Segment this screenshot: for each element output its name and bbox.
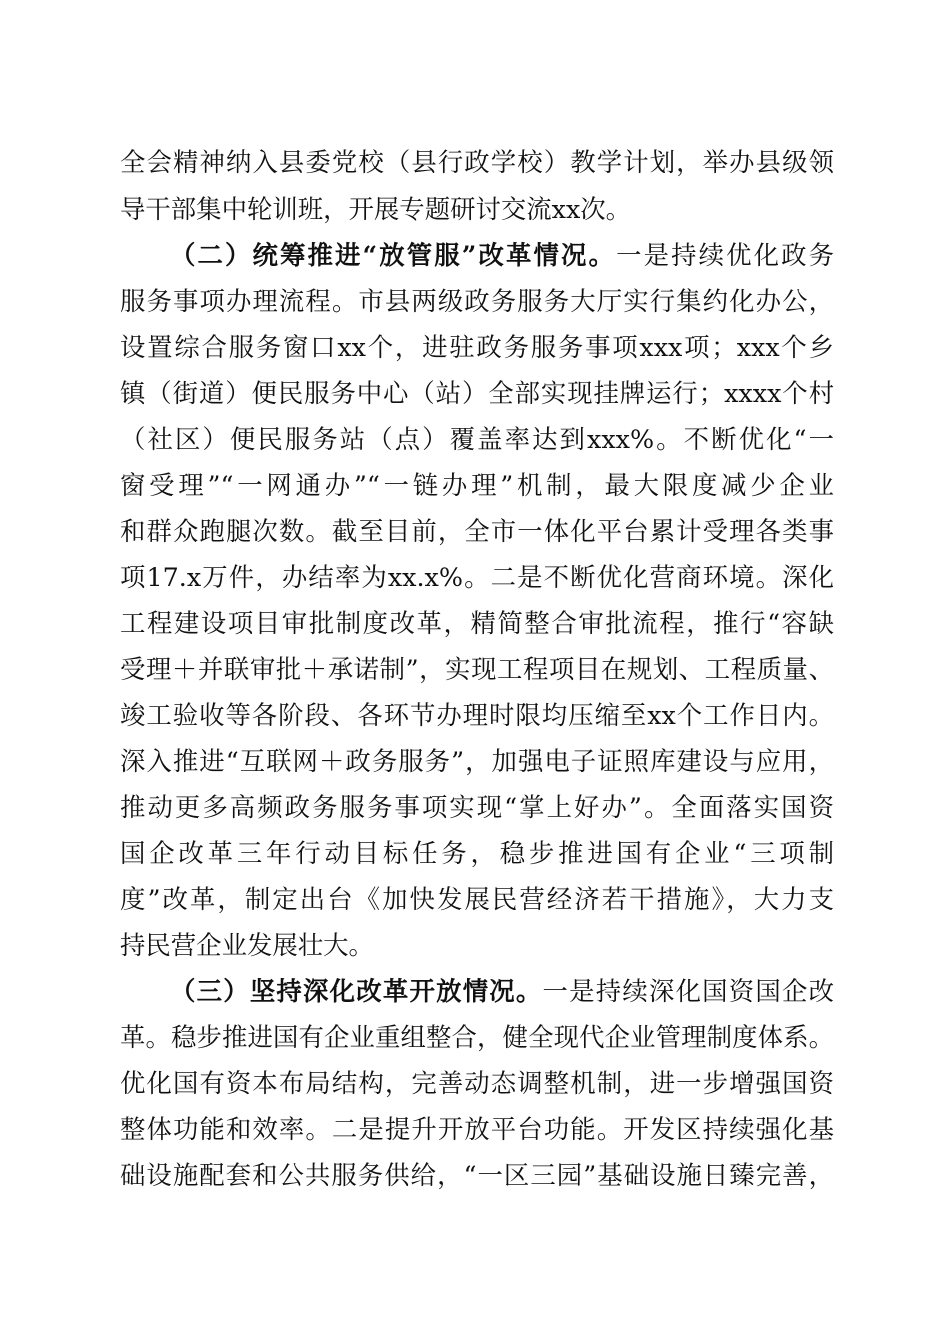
paragraph-line: 础设施配套和公共服务供给，“一区三园”基础设施日臻完善， (120, 1160, 834, 1190)
paragraph-line: 全会精神纳入县委党校（县行政学校）教学计划，举办县级领 (120, 147, 834, 177)
section-heading: （二）统筹推进“放管服”改革情况。 (170, 240, 617, 270)
section-heading: （三）坚持深化改革开放情况。 (170, 976, 543, 1006)
paragraph-line: 导干部集中轮训班，开展专题研讨交流xx次。 (120, 194, 632, 224)
paragraph-line: 整体功能和效率。二是提升开放平台功能。开发区持续强化基 (120, 1114, 834, 1144)
paragraph-line: 窗受理”“一网通办”“一链办理”机制，最大限度减少企业 (120, 470, 834, 500)
paragraph-line: 和群众跑腿次数。截至目前，全市一体化平台累计受理各类事 (120, 516, 834, 546)
paragraph-line: 优化国有资本布局结构，完善动态调整机制，进一步增强国资 (120, 1068, 834, 1098)
paragraph-line: 服务事项办理流程。市县两级政务服务大厅实行集约化办公， (120, 286, 834, 316)
paragraph-line: 竣工验收等各阶段、各环节办理时限均压缩至xx个工作日内。 (120, 700, 834, 730)
paragraph-line: 深入推进“互联网＋政务服务”，加强电子证照库建设与应用， (120, 746, 834, 776)
paragraph-line: 革。稳步推进国有企业重组整合，健全现代企业管理制度体系。 (120, 1022, 834, 1052)
paragraph-line: 镇（街道）便民服务中心（站）全部实现挂牌运行；xxxx个村 (120, 378, 834, 408)
paragraph-line: 受理＋并联审批＋承诺制”，实现工程项目在规划、工程质量、 (120, 654, 834, 684)
section-text: 一是持续深化国资国企改 (542, 976, 835, 1006)
paragraph-line: （社区）便民服务站（点）覆盖率达到xxx%。不断优化“一 (120, 424, 834, 454)
paragraph-line: 推动更多高频政务服务事项实现“掌上好办”。全面落实国资 (120, 792, 834, 822)
paragraph-line: 设置综合服务窗口xx个，进驻政务服务事项xxx项；xxx个乡 (120, 332, 834, 362)
section-text: 一是持续优化政务 (616, 240, 835, 270)
paragraph-line: 项17.x万件，办结率为xx.x%。二是不断优化营商环境。深化 (120, 562, 834, 592)
paragraph-line: 工程建设项目审批制度改革，精简整合审批流程，推行“容缺 (120, 608, 834, 638)
paragraph-line: 度”改革，制定出台《加快发展民营经济若干措施》，大力支 (120, 884, 834, 914)
section-heading-line (170, 976, 834, 1006)
section-heading-line (170, 240, 834, 270)
paragraph-line: 国企改革三年行动目标任务，稳步推进国有企业“三项制 (120, 838, 834, 868)
paragraph-line: 持民营企业发展壮大。 (120, 930, 374, 960)
